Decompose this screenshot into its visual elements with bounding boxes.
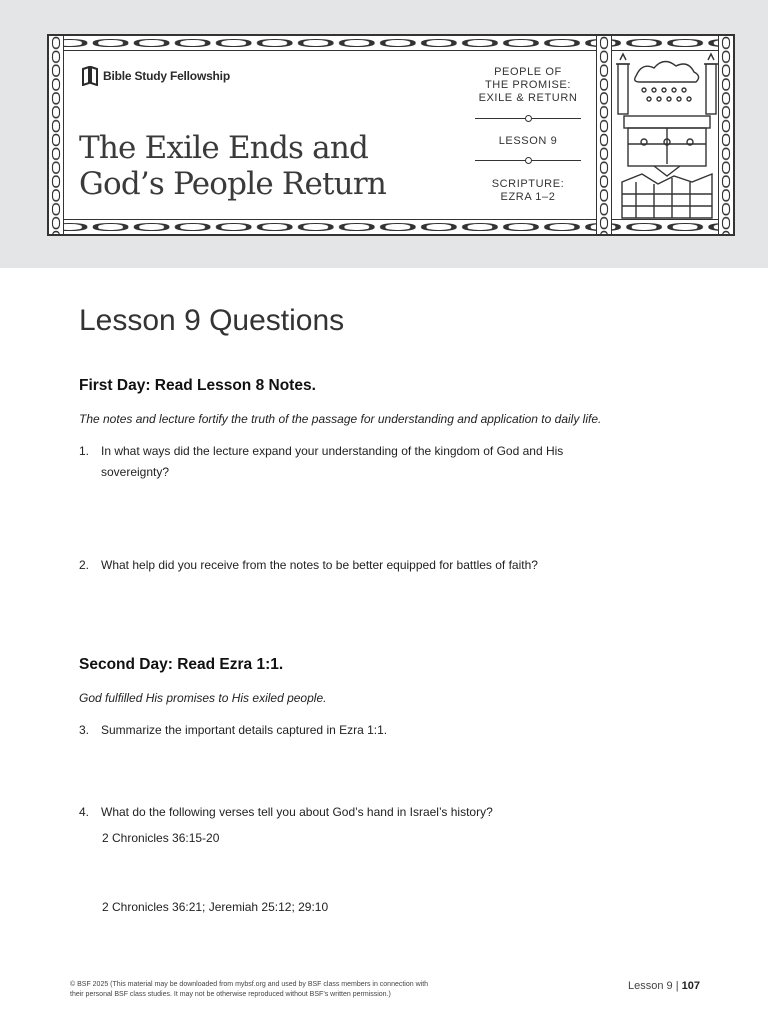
- chain-border-right: [718, 36, 733, 234]
- question-number: 1.: [79, 444, 90, 458]
- open-book-icon: [81, 66, 99, 86]
- chain-border-divider: [596, 36, 612, 234]
- divider-ornament: [475, 160, 581, 161]
- question-number: 2.: [79, 558, 90, 572]
- question-text: What help did you receive from the notes to be better equipped for battles of faith?: [101, 558, 538, 572]
- study-name-line-2: THE PROMISE:: [484, 79, 572, 91]
- chain-border-bottom: [49, 219, 733, 234]
- question-text: In what ways did the lecture expand your understanding of the kingdom of God and His sovereignty?: [101, 444, 564, 479]
- footer-lesson-label: Lesson 9 |: [628, 980, 682, 992]
- copyright-notice: [70, 980, 490, 1000]
- first-day-note: The notes and lecture fortify the truth of the passage for understanding and application to daily life.: [79, 412, 602, 426]
- lesson-title: [79, 130, 479, 202]
- question-number: 3.: [79, 723, 90, 737]
- study-name-line-3: EXILE & RETURN: [478, 92, 578, 104]
- question-2: [79, 555, 639, 576]
- study-name: [475, 66, 581, 105]
- question-text: Summarize the important details captured in Ezra 1:1.: [101, 723, 388, 737]
- logo-text: Bible Study Fellowship: [103, 69, 230, 83]
- chain-border-left: [49, 36, 64, 234]
- copyright-line-2: their personal BSF class studies. It may not be otherwise reproduced without BSF’s written permission.): [70, 991, 391, 998]
- second-day-heading: Second Day: Read Ezra 1:1.: [79, 656, 284, 673]
- page-footer-label: [628, 980, 700, 992]
- question-3: [79, 720, 639, 741]
- page-title: Lesson 9 Questions: [79, 304, 345, 337]
- lesson-title-line-2: God’s People Return: [79, 166, 387, 202]
- study-name-line-1: PEOPLE OF: [494, 66, 562, 78]
- question-1: [79, 441, 639, 483]
- scripture-reference-b: 2 Chronicles 36:21; Jeremiah 25:12; 29:10: [102, 900, 329, 914]
- chain-border-top: [49, 36, 733, 51]
- lesson-number: LESSON 9: [498, 135, 558, 147]
- scripture-label: SCRIPTURE:: [491, 178, 565, 190]
- scripture-passage: EZRA 1–2: [500, 191, 556, 203]
- bsf-logo: [81, 66, 230, 86]
- scripture-reference-a: 2 Chronicles 36:15-20: [102, 831, 220, 845]
- page-number: 107: [681, 980, 700, 992]
- first-day-heading: First Day: Read Lesson 8 Notes.: [79, 377, 316, 394]
- lesson-banner: [47, 34, 735, 236]
- question-number: 4.: [79, 805, 90, 819]
- lesson-info: [475, 50, 581, 220]
- temple-illustration: [614, 52, 720, 220]
- question-4: [79, 802, 639, 823]
- lesson-title-line-1: The Exile Ends and: [79, 130, 369, 166]
- scripture-reference: [475, 178, 581, 204]
- copyright-line-1: © BSF 2025 (This material may be downloaded from mybsf.org and used by BSF class members in connection with: [70, 981, 429, 988]
- divider-ornament: [475, 118, 581, 119]
- question-text: What do the following verses tell you about God’s hand in Israel’s history?: [101, 805, 493, 819]
- second-day-note: God fulfilled His promises to His exiled people.: [79, 691, 327, 705]
